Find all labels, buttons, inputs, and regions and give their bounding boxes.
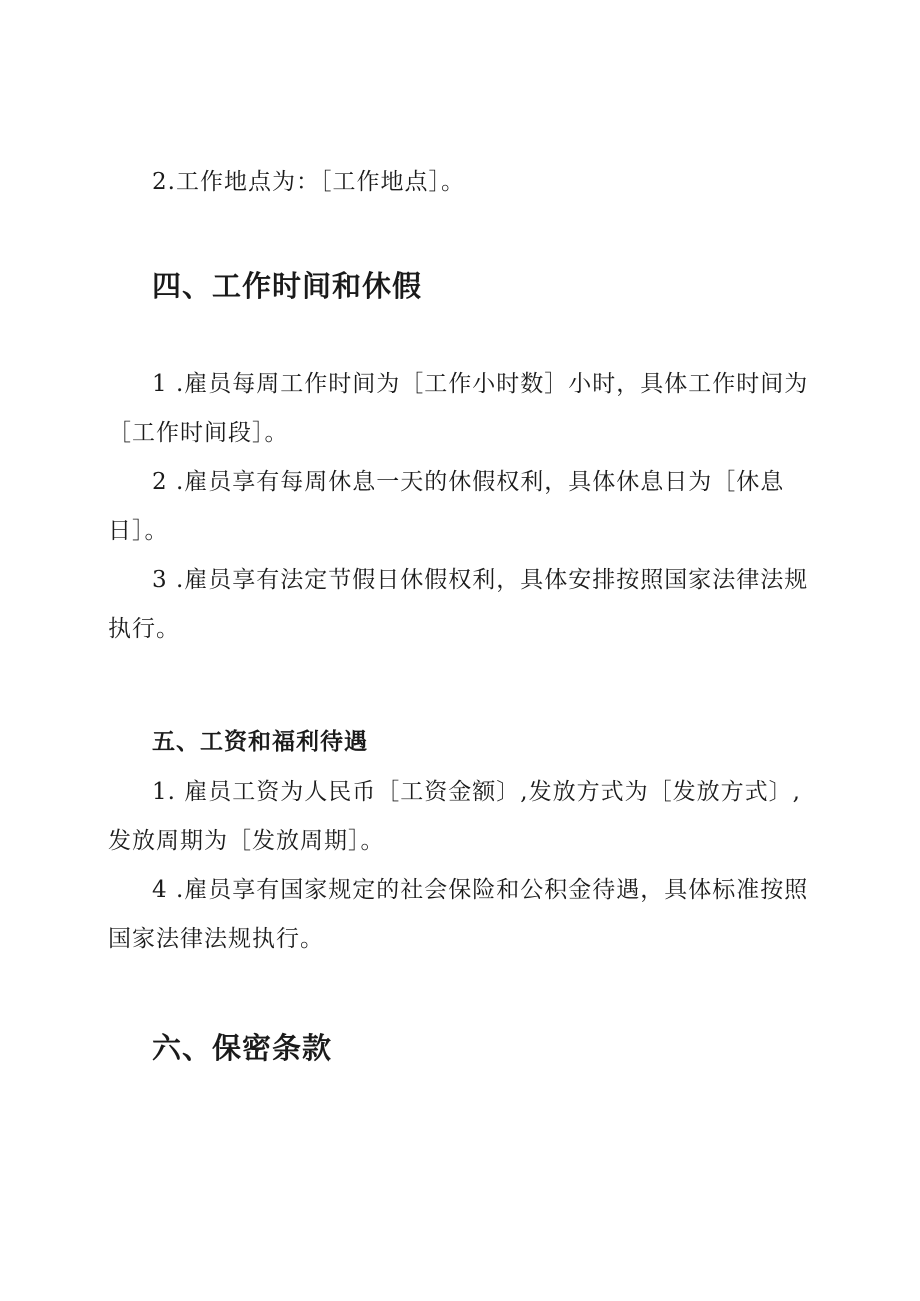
section-4-heading: 四、工作时间和休假 [152, 269, 423, 303]
section-4-item-2: 2 .雇员享有每周休息一天的休假权利，具体休息日为［休息日］。 [108, 469, 785, 544]
section-4-item-1: 1 .雇员每周工作时间为［工作小时数］小时，具体工作时间为［工作时间段］。 [108, 371, 809, 446]
workplace-clause: 2.工作地点为：［工作地点］。 [152, 169, 465, 195]
section-5-item-2: 4 .雇员享有国家规定的社会保险和公积金待遇，具体标准按照国家法律法规执行。 [108, 877, 809, 952]
section-5-heading: 五、工资和福利待遇 [152, 728, 368, 755]
section-6-heading: 六、保密条款 [152, 1031, 333, 1065]
section-4-item-3: 3 .雇员享有法定节假日休假权利，具体安排按照国家法律法规执行。 [108, 567, 809, 642]
section-5-item-1: 1. 雇员工资为人民币［工资金额〕,发放方式为［发放方式〕,发放周期为［发放周期］。 [108, 779, 801, 854]
